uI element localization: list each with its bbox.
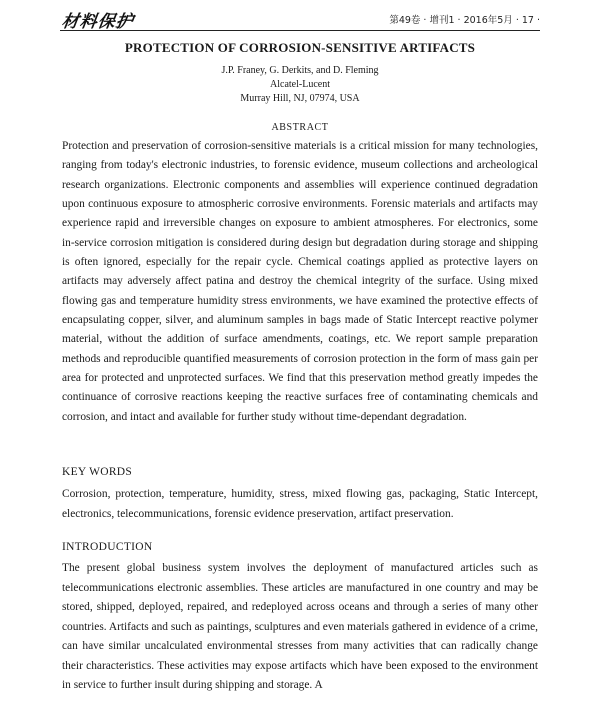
keywords-text: Corrosion, protection, temperature, humidity, stress, mixed flowing gas, packaging, Static Intercept, electronics, telecommunications, forensic evidence preservation, artifact preservation.	[62, 488, 538, 520]
introduction-heading: INTRODUCTION	[62, 541, 153, 553]
author-affiliation: Alcatel-Lucent	[270, 79, 330, 90]
keywords-heading: KEY WORDS	[62, 466, 133, 478]
journal-logo: 材料保护	[60, 12, 136, 32]
journal-issue-info: 第49卷 · 增刊1 · 2016年5月 · 17 ·	[389, 15, 540, 26]
author-block	[60, 64, 540, 106]
introduction-text: The present global business system involves the deployment of manufactured articles such as telecommunications electronic assemblies. These articles are manufactured in one country and may be stored, shipped, deployed, repaired, and redeployed across oceans and through a series of many other countries. Artifacts and such as paintings, sculptures and even materials gathered in evidence of a crime, can have similar uncalculated environmental stresses from many activities that can radically change their characteristics. These activities may expose artifacts which have been exposed to the environment in service to further insult during shipping and storage. A	[62, 562, 538, 691]
author-names: J.P. Franey, G. Derkits, and D. Fleming	[221, 65, 379, 76]
header-divider	[60, 30, 540, 31]
author-location: Murray Hill, NJ, 07974, USA	[240, 93, 360, 104]
abstract-heading: ABSTRACT	[271, 122, 329, 133]
paper-title: PROTECTION OF CORROSION-SENSITIVE ARTIFACTS	[124, 40, 476, 55]
abstract-text: Protection and preservation of corrosion-sensitive materials is a critical mission for many technologies, ranging from today's electronic industries, to forensic evidence, museum collections and archeological research organizations. Electronic components and assemblies will experience continued degradation upon continuous exposure to atmospheric corrosive environments. Forensic materials and artifacts may experience rapid and irreversible changes on exposure to ambient atmospheres. For electronics, some in-service corrosion mitigation is considered during design but degradation during storage and shipping is often ignored, especially for the repair cycle. Chemical coatings applied as protective layers on artifacts may adversely affect patina and destroy the chemical integrity of the surface. Using mixed flowing gas and temperature humidity stress environments, we have examined the protective effects of encapsulating copper, silver, and aluminum samples in bags made of Static Intercept reactive polymer material, without the addition of surface amendments, coatings, etc. We report sample preparation methods and reproducible quantified measurements of corrosion protection in the form of mass gain per area for protected and unprotected surfaces. We find that this preservation method greatly impedes the continuance of corrosive reactions keeping the reactive surfaces free of contaminating chemicals and corrosion, and intact and available for further study without time-dependant degradation.	[62, 140, 538, 423]
